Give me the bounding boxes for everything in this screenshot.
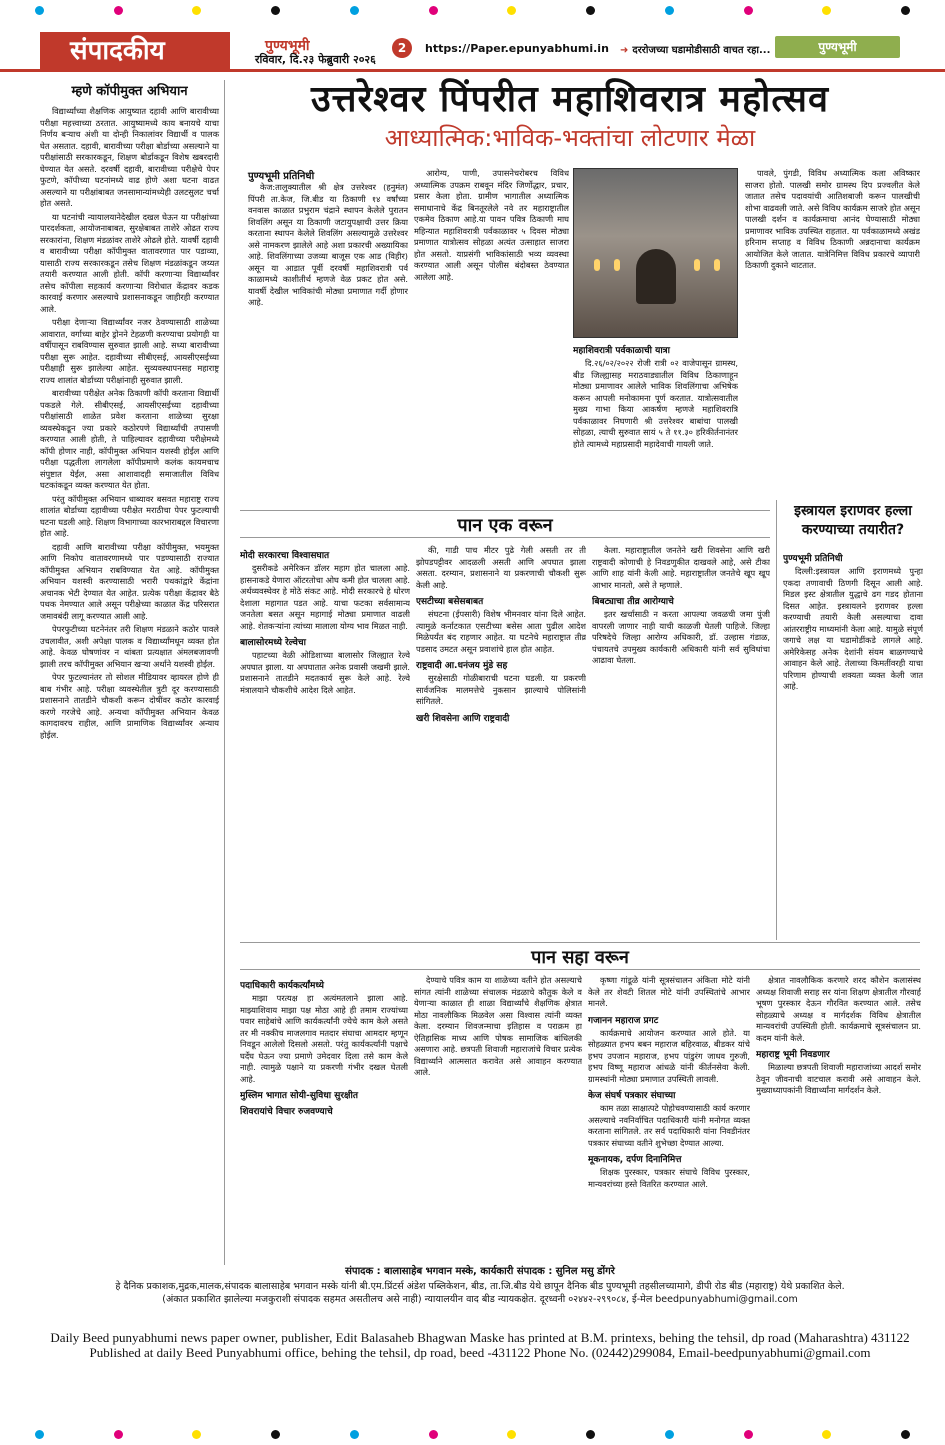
editorial-paragraph: दहावी आणि बारावीच्या परीक्षा कॉपीमुक्त, भयमुक्त आणि निकोप वातावरणामध्ये पार पडण्यासाठी राज्यात कॉपीमुक्त अभियान राबविण्यात येत आहे. कॉपीमुक्त अभियान यशस्वी करण्यासाठी भरारी पथकांद्वारे केंद्रांना अचानक भेटी देण्यात येत आहेत. प्रत्येक परीक्षा केंद्रावर बैठे पथक नेमण्यात आले असून परीक्षेच्या काळात केंद्र परिसरात जमावबंदी लागू करण्यात आली आहे. (40, 541, 219, 621)
sidebar-headline: इस्त्रायल इराणवर हल्ला करण्याच्या तयारीत? (794, 503, 912, 538)
banner-label: पान सहा वरून (519, 945, 641, 969)
subhead: महाराष्ट्र भूमी निवडणार (756, 1050, 830, 1060)
subhead: मुस्लिम भागात सोयी-सुविधा सुरक्षीत (240, 1091, 358, 1101)
story-paragraph: केला. महाराष्ट्रातील जनतेने खरी शिवसेना आणि खरी राष्ट्रवादी कोणाची हे निवडणुकीत दाखवले आहे, असे टीका आणि शाह यांनी केली आहे. महाराष्ट्रातील जनतेचे खूप खूप आभार मानतो, असे ते म्हणाले. (592, 545, 770, 590)
imprint-marathi-2: (अंकात प्रकाशित झालेल्या मजकुराशी संपादक सहमत असतीलच असे नाही) न्यायालयीन वाद बीड न्यायकक्षेत. दूरध्वनी ०२४४२-२९९०८४, ई-मेल beedpunyabhumi@gmail.com (162, 1294, 798, 1305)
editorial-paragraph: परीक्षा देणाऱ्या विद्यार्थ्यांवर नजर ठेवण्यासाठी शाळेच्या आवारात, वर्गाच्या बाहेर ड्रोनने टेहळणी करण्याचा प्रयोगही या वर्षीपासून राबविण्यास सुरुवात झाली आहे. सध्या बारावीच्या परीक्षा सुरू आहेत. दहावीच्या सीबीएसई, आयसीएसईच्या परीक्षाही सुरू झालेल्या आहेत. सुव्यवस्थापनसह महाराष्ट्र राज्य शालांत बोर्डाच्या परीक्षांनाही सुरुवात झाली. (40, 317, 219, 385)
imprint-footer (40, 1265, 920, 1360)
editorial-paragraph: परंतु कॉपीमुक्त अभियान धाब्यावर बसवत महाराष्ट्र राज्य शालांत बोर्डाच्या दहावीच्या परीक्षेत मराठीचा पेपर फुटल्याची घटना घडली आहे. शिक्षण विभागाच्या कारभाराबद्दल विचारणा होत आहे. (40, 493, 219, 539)
shivling-icon (636, 249, 676, 304)
shivling-photo (573, 168, 738, 338)
dateline: रविवार, दि.२३ फेब्रुवारी २०२६ (255, 53, 376, 66)
subhead: शिवरायांचे विचार रुजवण्याचे (240, 1107, 333, 1117)
promo-label: दररोजच्या घडामोडीसाठी वाचत रहा... (632, 45, 771, 56)
imprint-marathi: हे दैनिक प्रकाशक,मुद्रक,मालक,संपादक बालासाहेब भगवान मस्के यांनी बी.एम.प्रिंटर्स अंडेश पब्लिकेशन, बीड, ता.जि.बीड येथे छापून दैनिक बीड पुण्यभूमी तहसीलच्यामागे, डीपी रोड बीड (महाराष्ट्र) येथे प्रकाशित केले. (115, 1281, 845, 1292)
story-paragraph: काम तळा साक्षात्पटे पोहोचवण्यासाठी कार्य करणार असल्याचे नवनिर्वाचित पदाधिकारी यांनी मनोगत व्यक्त करताना सांगितले. तर सर्व पदाधिकारी यांना निवडीनंतर पत्रकार संघाच्या वतीने शुभेच्छा देण्यात आल्या. (588, 1103, 750, 1148)
subhead: गजानन महाराज प्रगट (588, 1015, 659, 1026)
newspaper-logo: पुण्यभूमी (775, 36, 900, 58)
editorial-paragraph: विद्यार्थ्यांच्या शैक्षणिक आयुष्यात दहावी आणि बारावीच्या परीक्षा महत्त्वाच्या ठरतात. आयुष्यामध्ये काय बनायचे याचा निर्णय बऱ्याच अंशी या दोन्ही निकालांवर विद्यार्थी व पालक घेत असतात. दहावी, बारावीच्या परीक्षा बोर्डाच्या असल्याने या परीक्षांसाठी सरकारकडून, शिक्षण बोर्डाकडून विशेष खबरदारी घेण्यात येत असते. दरवर्षी दहावी, बारावीच्या परीक्षेचे पेपर फुटणे, कॉपीच्या घटनांमध्ये वाढ होणे अशा घटना वाढत असल्याने या परीक्षांबाबत जनसामान्यांमध्येही उलटसुलट चर्चा होत असते. (40, 106, 219, 209)
story-paragraph: दि.२६/०२/२०२२ रोजी रात्री ०२ वाजेपासून ग्रामस्थ, बीड जिल्ह्यासह मराठवाड्यातील विविध ठिकाणाहून मोठ्या प्रमाणावर आलेले भाविक शिवलिंगाचा अभिषेक करून आपली मनोकामना पूर्ण करतात. यात्रोत्सवातील मुख्य गाभा किया आकर्षण म्हणजे महाशिवरात्रि पर्वकाळावर निघणारी श्री उत्तरेश्वर बाबांचा पालखी सोहळा, त्याची सुरुवात सायं ५ ते ११.३० हरिकीर्तनानंतर होते त्यामध्ये महाप्रसादी महादेवाची गायली जाते. (573, 358, 738, 449)
editorial-title: म्हणे कॉपीमुक्त अभियान (71, 84, 188, 99)
section-masthead: संपादकीय (40, 32, 230, 70)
main-headline: उत्तरेश्वर पिंपरीत महाशिवरात्र महोत्सव (310, 79, 830, 120)
subhead: केज संघर्ष पत्रकार संघाच्या (588, 1091, 676, 1101)
promo-text (620, 42, 770, 56)
section1-col1 (240, 545, 410, 935)
section1-col2 (416, 545, 586, 935)
subhead: बिबट्याचा तीव्र आरोग्याचे (592, 597, 674, 607)
story-paragraph: सुरक्षेसाठी गोळीबाराची घटना घडली. या प्रकरणी सार्वजनिक मालमत्तेचे नुकसान झाल्याचे पोलिसांनी सांगितले. (416, 673, 586, 706)
section-banner-page-six (240, 942, 920, 970)
story-paragraph: मिळाल्या छत्रपती शिवाजी महाराजांच्या आदर्श समोर ठेवून जीवनाची वाटचाल करावी असे आवाहन केले. मुख्याध्यापकांनी विद्यार्थ्यांना मार्गदर्शन केले. (756, 1062, 921, 1095)
editorial-paragraph: पेपरफुटीच्या घटनेनंतर तरी शिक्षण मंडळाने कठोर पावले उचलावीत, अशी अपेक्षा पालक व विद्यार्थ्यांमधून व्यक्त होत आहे. केवळ घोषणांवर न थांबता प्रत्यक्षात अंमलबजावणी झाली तरच कॉपीमुक्त अभियान खऱ्या अर्थाने यशस्वी होईल. (40, 624, 219, 669)
arrow-icon: ➜ (620, 45, 629, 56)
subhead: एसटीच्या बसेसबाबत (416, 597, 484, 607)
story-paragraph: माझा परत्यक्ष हा अत्यंमतलाने झाला आहे. माझ्याशिवाय माझा पक्ष मोठा आहे ही तमाम राज्यांच्या पवार साहेबांचे आणि कार्यकर्त्यांनी ज्येचे काम केले असते तर मी नक्कीच माजलगाव मतदार संघाचा आमदार म्हणून निवडून आलेलो दिसलो असतो. परंतु कार्यकर्त्यांनी पक्षाचे घर्देघ घेऊन ज्या प्रमाणे उमेदवार दिला तसे काम केले नाही. त्यामुळे पक्षाने या प्रकरणी गंभीर दखल घेतली आहे. (240, 993, 408, 1084)
main-story-head (240, 78, 900, 154)
subhead: मूकनायक, दर्पण दिनानिमित्त (588, 1155, 682, 1165)
lamp-icon (594, 259, 600, 271)
subhead: खरी शिवसेना आणि राष्ट्रवादी (416, 713, 510, 724)
photo-caption: महाशिवरात्री पर्वकाळाची यात्रा (573, 346, 670, 356)
main-story-col4 (745, 168, 920, 482)
imprint-english-1: Daily Beed punyabhumi news paper owner, publisher, Edit Balasaheb Bhagwan Maske has printed at B.M. printexs, behing the tehsil, dp road (Maharashtra) 431122 (50, 1330, 910, 1345)
subhead: पदाधिकारी कार्यकर्त्यांमध्ये (240, 981, 324, 991)
registration-marks-bottom (0, 1428, 945, 1440)
story-paragraph: दिल्ली:इस्त्रायल आणि इराणमध्ये पुन्हा एकदा तणावाची ठिणगी दिसून आली आहे. मिडल इस्ट क्षेत्रातील युद्धाचे ढग गडद होताना दिसत आहेत. इस्त्रायलने इराणवर हल्ला करण्याची तयारी केली असल्याचा दावा आंतरराष्ट्रीय माध्यमांनी केला आहे. यामुळे संपूर्ण जगाचे लक्ष या घडामोडींकडे लागले आहे. अमेरिकेसह अनेक देशांनी संयम बाळगण्याचे आवाहन केले आहे. तेलाच्या किमतींवरही याचा परिणाम होण्याची शक्यता व्यक्त केली जात आहे. (783, 566, 923, 691)
story-paragraph: दुसरीकडे अमेरिकन डॉलर महाग होत चालला आहे. हासनाकडे येणारा ऑटरतोचा ओघ कमी होत चालला आहे. अर्थव्यवस्थेवर हे मोठे संकट आहे. मोदी सरकारचे हे धोरण देशाला महागात पडत आहे. याचा फटका सर्वसामान्य जनतेला बसत असून महागाई मोठ्या प्रमाणात वाढली आहे. शेतकऱ्यांना त्यांच्या मालाला योग्य भाव मिळत नाही. (240, 563, 410, 631)
banner-label: पान एक वरून (445, 513, 564, 537)
story-paragraph: देण्याचे पवित्र काम या शाळेच्या वतीने होत असल्याचे सांगत त्यांनी शाळेच्या संचालक मंडळाचे कौतुक केले व येणाऱ्या काळात ही शाळा विद्यार्थ्यांचे शैक्षणिक क्षेत्रात मोठा नावलौकिक मिळवेल असा विश्वास त्यांनी व्यक्त केला. दरम्यान शिवजन्माचा इतिहास व पराक्रम हा ऐतिहासिक माध्य आणि पोषक सामाजिक बांधिलकी असणारा आहे. छत्रपती शिवाजी महाराजांचे विचार प्रत्येक विद्यार्थ्याने आत्मसात करावेत असे आवाहन करण्यात आले. (414, 975, 582, 1077)
editorial-column (40, 80, 225, 1265)
subhead: राष्ट्रवादी आ.धनंजय मुंडे सह (416, 661, 508, 671)
subhead: मोदी सरकारचा विश्वासघात (240, 551, 330, 561)
sidebar-byline: पुण्यभूमी प्रतिनिधी (783, 554, 843, 564)
main-story-col3 (573, 340, 738, 482)
section2-col3 (588, 975, 750, 1263)
section2-col1 (240, 975, 408, 1263)
editorial-paragraph: या घटनांची न्यायालयानेदेखील दखल घेऊन या परीक्षांच्या पारदर्शकता, आयोजनाबाबत, सुरक्षेबाबत ताशेरे ओढत राज्य सरकारांना, शिक्षण मंडळांवर ताशेरे ओढले होते. यावर्षी दहावी व बारावीच्या परीक्षा कॉपीमुक्त वातावरणात पार पडाव्या, यासाठी राज्य सरकारकडून तसेच शिक्षण मंडळांकडून जय्यत तयारी करण्यात आली होती. कॉपी करणाऱ्या विद्यार्थ्यांवर तसेच कॉपीला सहकार्य करणाऱ्या विरोधात केंद्रावर कडक कारवाई करणार असल्याचे प्रशासनाकडून जाहीरही करण्यात आले. (40, 211, 219, 314)
sidebar-story (783, 548, 923, 938)
section1-col3 (592, 545, 770, 935)
column-divider (776, 500, 777, 940)
section2-col2 (414, 975, 582, 1263)
story-paragraph: आरोग्य, पाणी, उपासनेचरोबरच विविध अध्यात्मिक उपक्रम राबवून मंदिर जिर्णोद्धार, प्रचार, प्रसार केला होता. ग्रामीण भागातील अध्यात्मिक समाधानाचे केंद्र बिनतूरलेले नवे तर महाराष्ट्रातील एकमेव ठिकाण आहे.या पावन पवित्र ठिकाणी माघ महिन्यात महाशिवरात्री पर्वकाळावर ५ दिवस मोठ्या प्रमाणात यात्रोत्सव सोहळा अत्यंत उत्साहात साजरा होत असतो. याप्रसंगी भाविकांसाठी भव्य व्यवस्था करण्यात आली असून पोलीस बंदोबस्त ठेवण्यात आलेला आहे. (414, 168, 569, 282)
lamp-icon (714, 259, 720, 271)
main-story-col2 (414, 168, 569, 482)
story-paragraph: इतर खर्चासाठी न करता आपल्या जवळची जमा पुंजी वापरली जाणार नाही याची काळजी घेतली पाहिजे. जिल्हा परिषदेचे जिल्हा आरोग्य अधिकारी, डॉ. उल्हास गंडाळ, पंचायतचे उपमुख्य कार्यकारी अधिकारी यांनी सर्व सुविधांचा आढावा घेतला. (592, 609, 770, 665)
editorial-paragraph: पेपर फुटल्यानंतर तो सोशल मीडियावर व्हायरल होणे ही बाब गंभीर आहे. परीक्षा व्यवस्थेतील त्रुटी दूर करण्यासाठी प्रशासनाने तातडीने चौकशी करून दोषींवर कठोर कारवाई करणे गरजेचे आहे. अन्यथा कॉपीमुक्त अभियान केवळ कागदावरच राहील, आणि प्रामाणिक विद्यार्थ्यांवर अन्याय होईल. (40, 672, 219, 740)
section2-col4 (756, 975, 921, 1263)
brand-name: पुण्यभूमी (265, 38, 310, 54)
page-number: 2 (392, 38, 412, 58)
main-story-col1 (248, 182, 408, 482)
story-paragraph: पहाटच्या वेळी ओडिशाच्या बालासोर जिल्ह्यात रेल्वे अपघात झाला. या अपघातात अनेक प्रवासी जखमी झाले. प्रशासनाने तातडीने मदतकार्य सुरू केले आहे. रेल्वे मंत्रालयाने चौकशीचे आदेश दिले आहेत. (240, 650, 410, 695)
story-paragraph: संघटना (ईपसारी) विशेष भीमनवार यांना दिले आहेत. त्यामुळे कर्नाटकात एसटीच्या बसेस आता पुढील आदेश मिळेपर्यंत बंद राहणार आहेत. या घटनेचे महाराष्ट्रात तीव्र पडसाद उमटत असून प्रवाशांचे हाल होत आहेत. (416, 609, 586, 654)
lamp-icon (614, 259, 620, 271)
registration-marks-top (0, 4, 945, 16)
page-header (0, 0, 945, 72)
story-paragraph: पावले, पुंगडी, विविध अध्यात्मिक कला अविष्कार साजरा होतो. पालखी समोर ग्रामस्थ दिप प्रज्वलीत केले जातात तसेच पदावयांची आतिशबाजी करून पालखीची शोभा वाढवली जाते. असे विविध कार्यक्रम साजरे होत असून पालखी दर्शन व कार्यक्रमाचा आनंद घेण्यासाठी मोठ्या प्रमाणावर भाविक उपस्थित राहतात. या पर्वकाळामध्ये अखंड हरिनाम सप्ताह व विविध ठिकाणी अन्नदानाचा कार्यक्रम आयोजित केले जातात. यात्रेनिमित्त विविध प्रकारचे व्यापारी ठिकाणी दुकाने थाटतात. (745, 168, 920, 270)
main-byline: पुण्यभूमी प्रतिनिधी (248, 171, 315, 182)
section-banner-page-one (240, 510, 770, 538)
main-subheadline: आध्यात्मिक:भाविक-भक्तांचा लोटणार मेळा (384, 124, 756, 152)
editor-line: संपादक : बालासाहेब भगवान मस्के, कार्यकारी संपादक : सुनिल मसु डोंगरे (345, 1266, 615, 1277)
story-paragraph: कार्यक्रमाचे आयोजन करण्यात आले होते. या सोहळ्यात हभप बबन महाराज बहिरवाळ, बीडकर यांचे हभप उपजान महाराज, हभप पांडुरंग जाधव गुरुजी, हभप विष्णू महाराज आंधळे यांनी कीर्तनसेवा केली. ग्रामस्थांनी मोठ्या प्रमाणात उपस्थिती लावली. (588, 1027, 750, 1084)
subhead: बालासोरमध्ये रेल्वेचा (240, 638, 306, 648)
lamp-icon (694, 259, 700, 271)
story-paragraph: की, गाडी पाच मीटर पुढे गेली असती तर ती झोपडपट्टीवर आदळली असती आणि अपघात झाला असता. दरम्यान, प्रशासनाने या प्रकरणाची चौकशी सुरू केली आहे. (416, 545, 586, 590)
story-paragraph: केज:तालुक्यातील श्री क्षेत्र उत्तरेश्वर (हनुमंत) पिंपरी ता.केज, जि.बीड या ठिकाणी १४ वर्षांच्या वनवास काळात प्रभुराम चंद्राने स्थापन केलेले पुरातन शिवलिंग असून या ठिकाणी जटायुपक्षाची उत्तर क्रिया करताना स्थापन केलेले शिवलिंग असल्यामुळे उत्तरेश्वर असे नामकरण झालेले आहे अशा प्रकारची अख्यायिका आहे. शिवलिंगाच्या उजव्या बाजूस एक आड (विहीर) असून या आडात पूर्वी दरवर्षी महाशिवरात्री पर्व काळामध्ये काशीतीर्थ म्हणजे वेळ प्रकट होत असे. यावर्षी देखील भाविकांची मोठ्या प्रमाणात गर्दी होणार आहे. (248, 182, 408, 307)
story-paragraph: कृष्णा गांडूळे यांनी सूत्रसंचालन अंकिता मोटे यांनी केले तर शेवटी शितल मोटे यांनी उपस्थितांचे आभार मानले. (588, 975, 750, 1008)
story-paragraph: क्षेत्रात नावलौकिक करणारे शरद कौशेन कलासंस्थ अध्यक्ष शिवाजी सराह सर यांना शिक्षण क्षेत्रातील गौरवार्ह भूषण पुरस्कार देऊन गौरवित करण्यात आले. तसेच सोहळ्याचे अध्यक्ष व मार्गदर्शक विविध क्षेत्रातील मान्यवरांची उपस्थिती होती. कार्यक्रमाचे सूत्रसंचालन प्रा. कदम यांनी केले. (756, 975, 921, 1043)
story-paragraph: शिक्षक पुरस्कार, पत्रकार संघाचे विविध पुरस्कार, मान्यवरांच्या हस्ते वितरित करण्यात आले. (588, 1167, 750, 1189)
website-url[interactable]: https://Paper.epunyabhumi.in (425, 42, 609, 55)
editorial-paragraph: बारावीच्या परीक्षेत अनेक ठिकाणी कॉपी करताना विद्यार्थी पकडले गेले. सीबीएसई, आयसीएसईच्या दहावीच्या परीक्षांसाठी शाळेत प्रवेश करताना शाळेच्या सुरक्षा व्यवस्थेकडून ज्या प्रकारे कठोरपणे विद्यार्थ्यांची तपासणी करण्यात आली होती, ते पाहिल्यावर दहावीच्या परीक्षेमध्ये कॉपी होणार नाही, कॉपीमुक्त अभियान यशस्वी होईल आणि परीक्षा पद्धतीला लागलेला कॉपीप्रमाणे कलंक कायमचाच संपुष्टात येईल, असा आशावादही समाजातील विविध घटकांकडून व्यक्त करण्यात येत होता. (40, 388, 219, 491)
imprint-english-2: Published at daily Beed Punyabhumi office, behing the tehsil, dp road, beed -431122 Phone No. (02442)299084, Email-beedpunyabhumi@gmail.com (89, 1345, 871, 1360)
